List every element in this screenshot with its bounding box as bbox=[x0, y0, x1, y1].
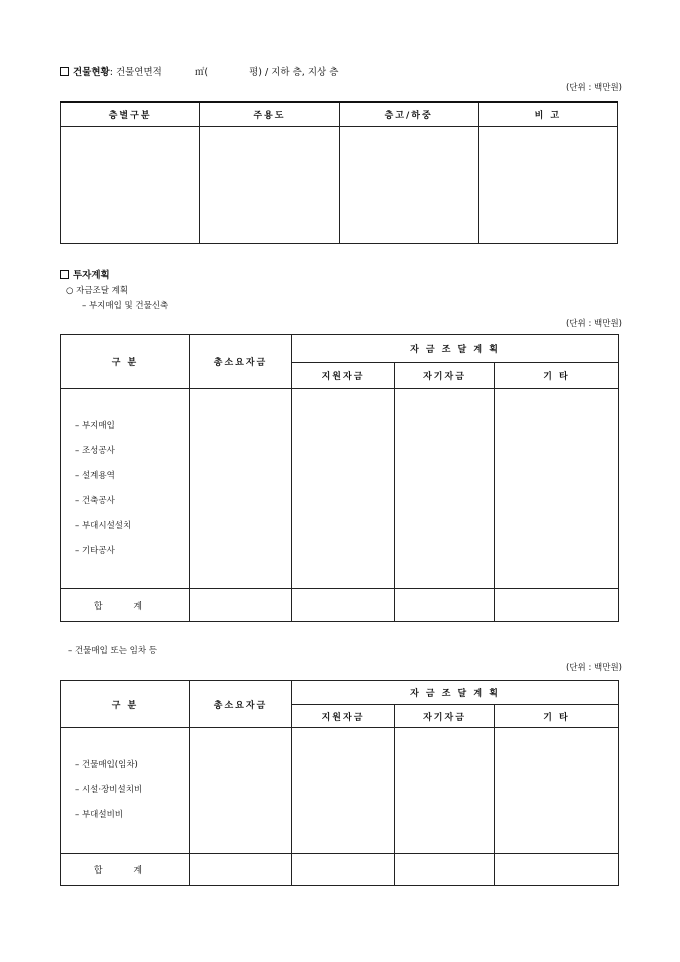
investment-title: 투자계획 bbox=[73, 270, 110, 281]
building-text-b: ㎡( bbox=[194, 67, 209, 78]
total-label: 합 계 bbox=[61, 589, 190, 622]
header-own-funds: 자기자금 bbox=[395, 705, 495, 728]
building-text-a: : 건물연면적 bbox=[109, 67, 162, 78]
list-item: – 건축공사 bbox=[75, 495, 115, 506]
total-cell[interactable] bbox=[495, 854, 619, 886]
total-cell[interactable] bbox=[395, 854, 495, 886]
list-item: – 부지매입 bbox=[75, 420, 115, 431]
building-section-heading bbox=[60, 64, 338, 78]
list-item: – 시설·장비설치비 bbox=[75, 785, 143, 795]
cell-remarks[interactable] bbox=[478, 126, 617, 244]
cell-own-funds[interactable] bbox=[395, 389, 495, 589]
cell-height-load[interactable] bbox=[339, 126, 478, 244]
building-table bbox=[60, 101, 618, 244]
lease-table bbox=[60, 680, 619, 886]
cell-total-funds[interactable] bbox=[190, 389, 292, 589]
lease-subheading: – 건물매입 또는 임차 등 bbox=[68, 646, 157, 656]
total-label: 합 계 bbox=[61, 854, 190, 886]
list-item: – 부대시설설치 bbox=[75, 520, 132, 531]
building-text-c: 평) / 지하 층, 지상 층 bbox=[249, 67, 339, 78]
lease-item-list bbox=[61, 753, 189, 828]
building-title: 건물현황 bbox=[73, 67, 110, 78]
items-cell bbox=[61, 389, 190, 589]
cell-support-funds[interactable] bbox=[292, 728, 395, 854]
cell-own-funds[interactable] bbox=[395, 728, 495, 854]
header-support-funds: 지원자금 bbox=[292, 705, 395, 728]
cell-total-funds[interactable] bbox=[190, 728, 292, 854]
header-total-funds: 총소요자금 bbox=[190, 335, 292, 389]
cell-support-funds[interactable] bbox=[292, 389, 395, 589]
total-cell[interactable] bbox=[292, 854, 395, 886]
cell-usage[interactable] bbox=[200, 126, 339, 244]
header-other: 기 타 bbox=[495, 363, 619, 389]
total-cell[interactable] bbox=[292, 589, 395, 622]
header-total-funds: 총소요자금 bbox=[190, 681, 292, 728]
list-item: – 기타공사 bbox=[75, 545, 115, 556]
funding-plan-subheading: ○ 자금조달 계획 bbox=[66, 286, 129, 296]
investment-section-heading bbox=[60, 267, 110, 281]
total-cell[interactable] bbox=[190, 589, 292, 622]
header-support-funds: 지원자금 bbox=[292, 363, 395, 389]
building-unit-label: (단위 : 백만원) bbox=[566, 83, 622, 93]
cell-other[interactable] bbox=[495, 389, 619, 589]
investment-unit-label: (단위 : 백만원) bbox=[566, 319, 622, 329]
cell-other[interactable] bbox=[495, 728, 619, 854]
land-building-subheading: – 부지매입 및 건물신축 bbox=[82, 301, 169, 311]
header-funding-plan: 자 금 조 달 계 획 bbox=[292, 681, 619, 705]
header-floor: 층별구분 bbox=[61, 102, 200, 126]
header-funding-plan: 자 금 조 달 계 획 bbox=[292, 335, 619, 363]
header-own-funds: 자기자금 bbox=[395, 363, 495, 389]
total-cell[interactable] bbox=[395, 589, 495, 622]
list-item: – 조성공사 bbox=[75, 445, 115, 456]
header-height-load: 층고/하중 bbox=[339, 102, 478, 126]
checkbox-square-icon bbox=[60, 67, 69, 76]
header-usage: 주용도 bbox=[200, 102, 339, 126]
checkbox-square-icon bbox=[60, 270, 69, 279]
header-other: 기 타 bbox=[495, 705, 619, 728]
items-cell bbox=[61, 728, 190, 854]
header-remarks: 비 고 bbox=[478, 102, 617, 126]
header-gubun: 구 분 bbox=[61, 335, 190, 389]
investment-table bbox=[60, 334, 619, 622]
lease-unit-label: (단위 : 백만원) bbox=[566, 663, 622, 673]
total-cell[interactable] bbox=[190, 854, 292, 886]
cell-floor[interactable] bbox=[61, 126, 200, 244]
header-gubun: 구 분 bbox=[61, 681, 190, 728]
total-cell[interactable] bbox=[495, 589, 619, 622]
investment-item-list bbox=[61, 414, 189, 564]
list-item: – 설계용역 bbox=[75, 470, 115, 481]
list-item: – 건물매입(임차) bbox=[75, 760, 138, 770]
list-item: – 부대설비비 bbox=[75, 810, 124, 820]
